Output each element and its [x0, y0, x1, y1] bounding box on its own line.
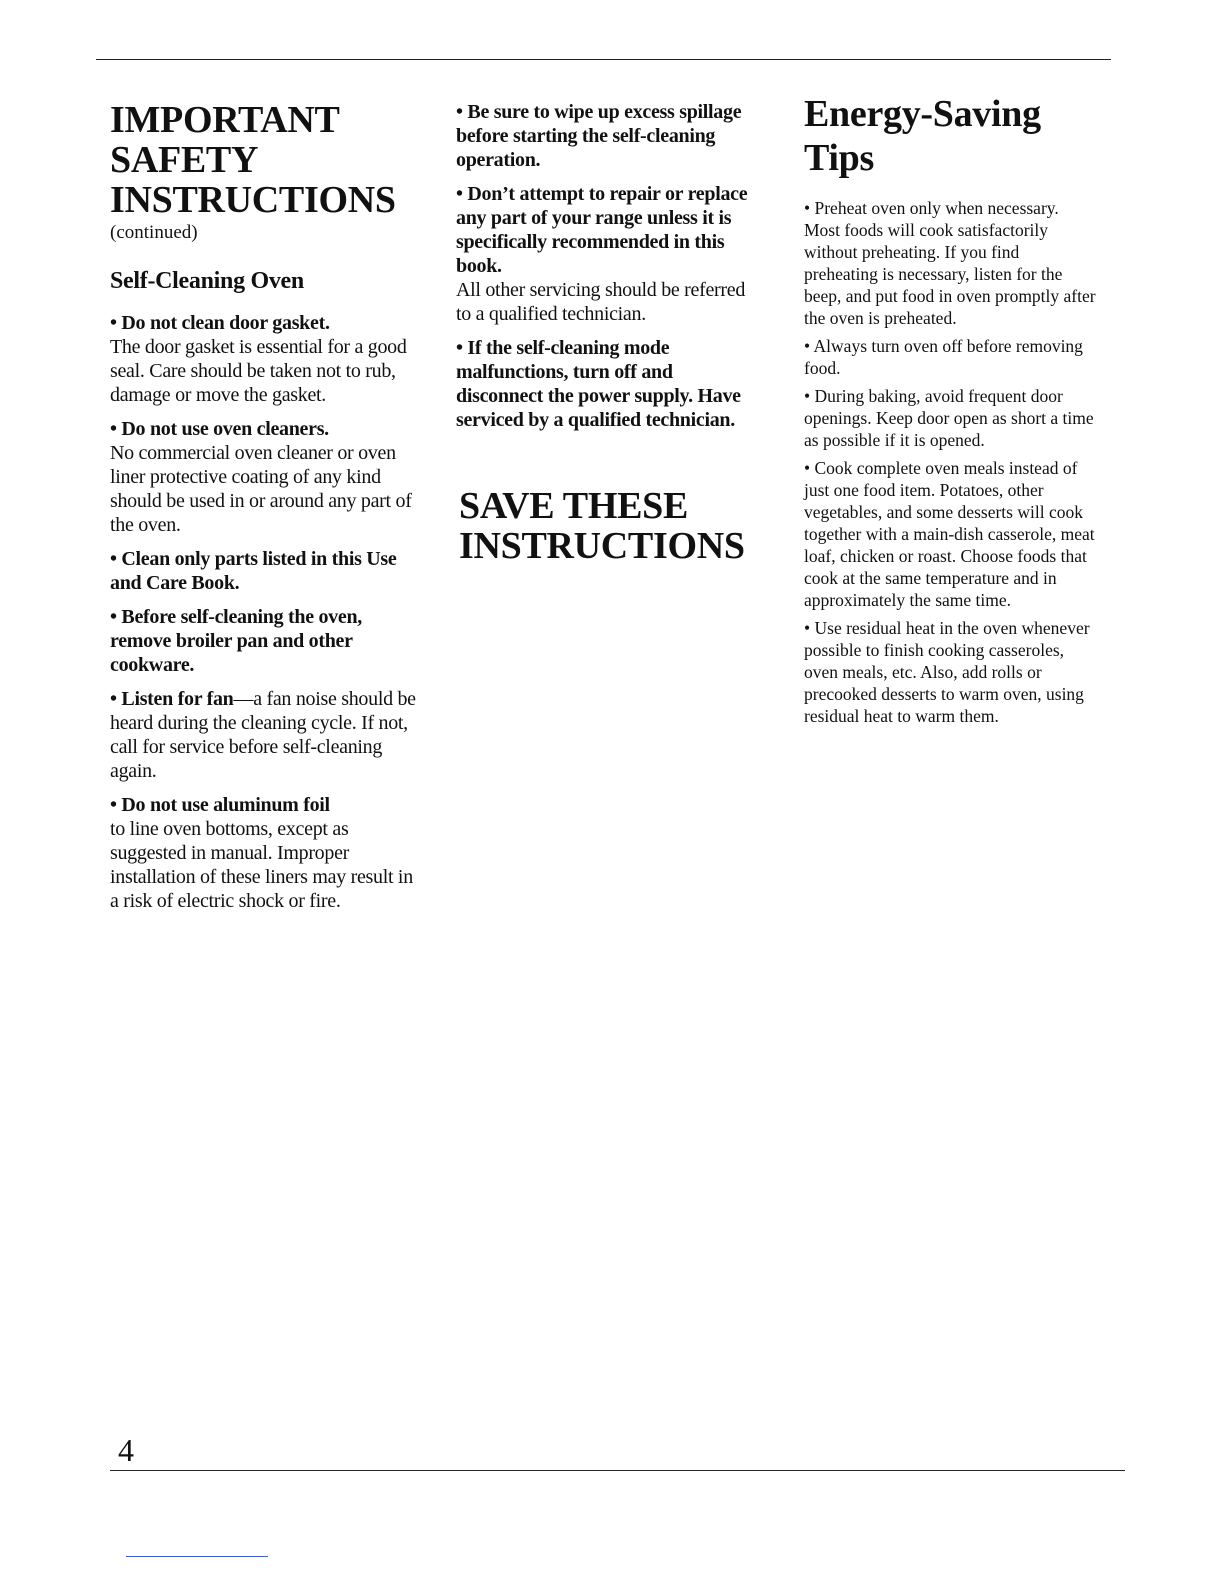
list-item [110, 547, 420, 595]
item-lead: • Do not clean door gasket. [110, 312, 330, 334]
save-line: INSTRUCTIONS [459, 525, 745, 567]
tip-item: • Cook complete oven meals instead of just one food item. Potatoes, other vegetables, and some desserts will cook together with a main-dish casserole, meat loaf, chicken or roast. Choose foods that cook at the same temperature and in approximately the same time. [804, 458, 1095, 610]
item-text: No commercial oven cleaner or oven liner protective coating of any kind should be used in or around any part of the oven. [110, 442, 412, 536]
title-line: INSTRUCTIONS [110, 179, 396, 221]
tips-title-line: Energy-Saving [804, 93, 1041, 135]
item-lead: • If the self-cleaning mode malfunctions, turn off and disconnect the power supply. Have serviced by a qualified technician. [456, 337, 741, 431]
bottom-rule [110, 1470, 1125, 1471]
list-item [456, 100, 756, 172]
list-item [110, 793, 420, 913]
safety-list [110, 311, 420, 923]
list-item [456, 182, 756, 326]
item-text: All other servicing should be referred to a qualified technician. [456, 279, 746, 325]
title-line: SAFETY [110, 139, 259, 181]
item-lead: • Don’t attempt to repair or replace any part of your range unless it is specifically recommended in this book. [456, 183, 748, 277]
tip-item: • Always turn oven off before removing food. [804, 336, 1083, 378]
list-item [110, 417, 420, 537]
page-title [110, 100, 430, 220]
save-instructions-heading [459, 486, 779, 566]
safety-list-continued [456, 100, 756, 442]
continued-note: (continued) [110, 222, 198, 243]
list-item [110, 311, 420, 407]
item-lead: • Do not use oven cleaners. [110, 418, 329, 440]
list-item [110, 687, 420, 783]
scan-mark [126, 1556, 268, 1557]
page-number: 4 [118, 1432, 134, 1468]
item-lead: • Be sure to wipe up excess spillage before starting the self-cleaning operation. [456, 101, 742, 171]
item-lead: • Before self-cleaning the oven, remove broiler pan and other cookware. [110, 606, 362, 676]
list-item [456, 336, 756, 432]
item-text: to line oven bottoms, except as suggested in manual. Improper installation of these liners may result in a risk of electric shock or fire. [110, 818, 413, 912]
item-text: —a fan noise should be heard during the cleaning cycle. If not, call for service before self-cleaning again. [110, 688, 416, 782]
tip-item: • Preheat oven only when necessary. Most foods will cook satisfactorily without preheating. If you find preheating is necessary, listen for the beep, and put food in oven promptly after the oven is preheated. [804, 198, 1096, 328]
item-lead: • Clean only parts listed in this Use and Care Book. [110, 548, 397, 594]
save-line: SAVE THESE [459, 485, 689, 527]
tips-list [804, 197, 1096, 733]
title-line: IMPORTANT [110, 99, 340, 141]
item-lead: • Listen for fan [110, 688, 234, 710]
tip-item: • During baking, avoid frequent door openings. Keep door open as short a time as possible if it is opened. [804, 386, 1094, 450]
item-lead: • Do not use aluminum foil [110, 794, 330, 816]
item-text: The door gasket is essential for a good seal. Care should be taken not to rub, damage or move the gasket. [110, 336, 407, 406]
tip-item: • Use residual heat in the oven whenever possible to finish cooking casseroles, oven meals, etc. Also, add rolls or precooked desserts to warm oven, using residual heat to warm them. [804, 618, 1090, 726]
tips-title-line: Tips [804, 137, 874, 179]
section-heading: Self-Cleaning Oven [110, 268, 304, 294]
energy-tips-heading [804, 92, 1041, 180]
list-item [110, 605, 420, 677]
top-rule [96, 59, 1111, 60]
